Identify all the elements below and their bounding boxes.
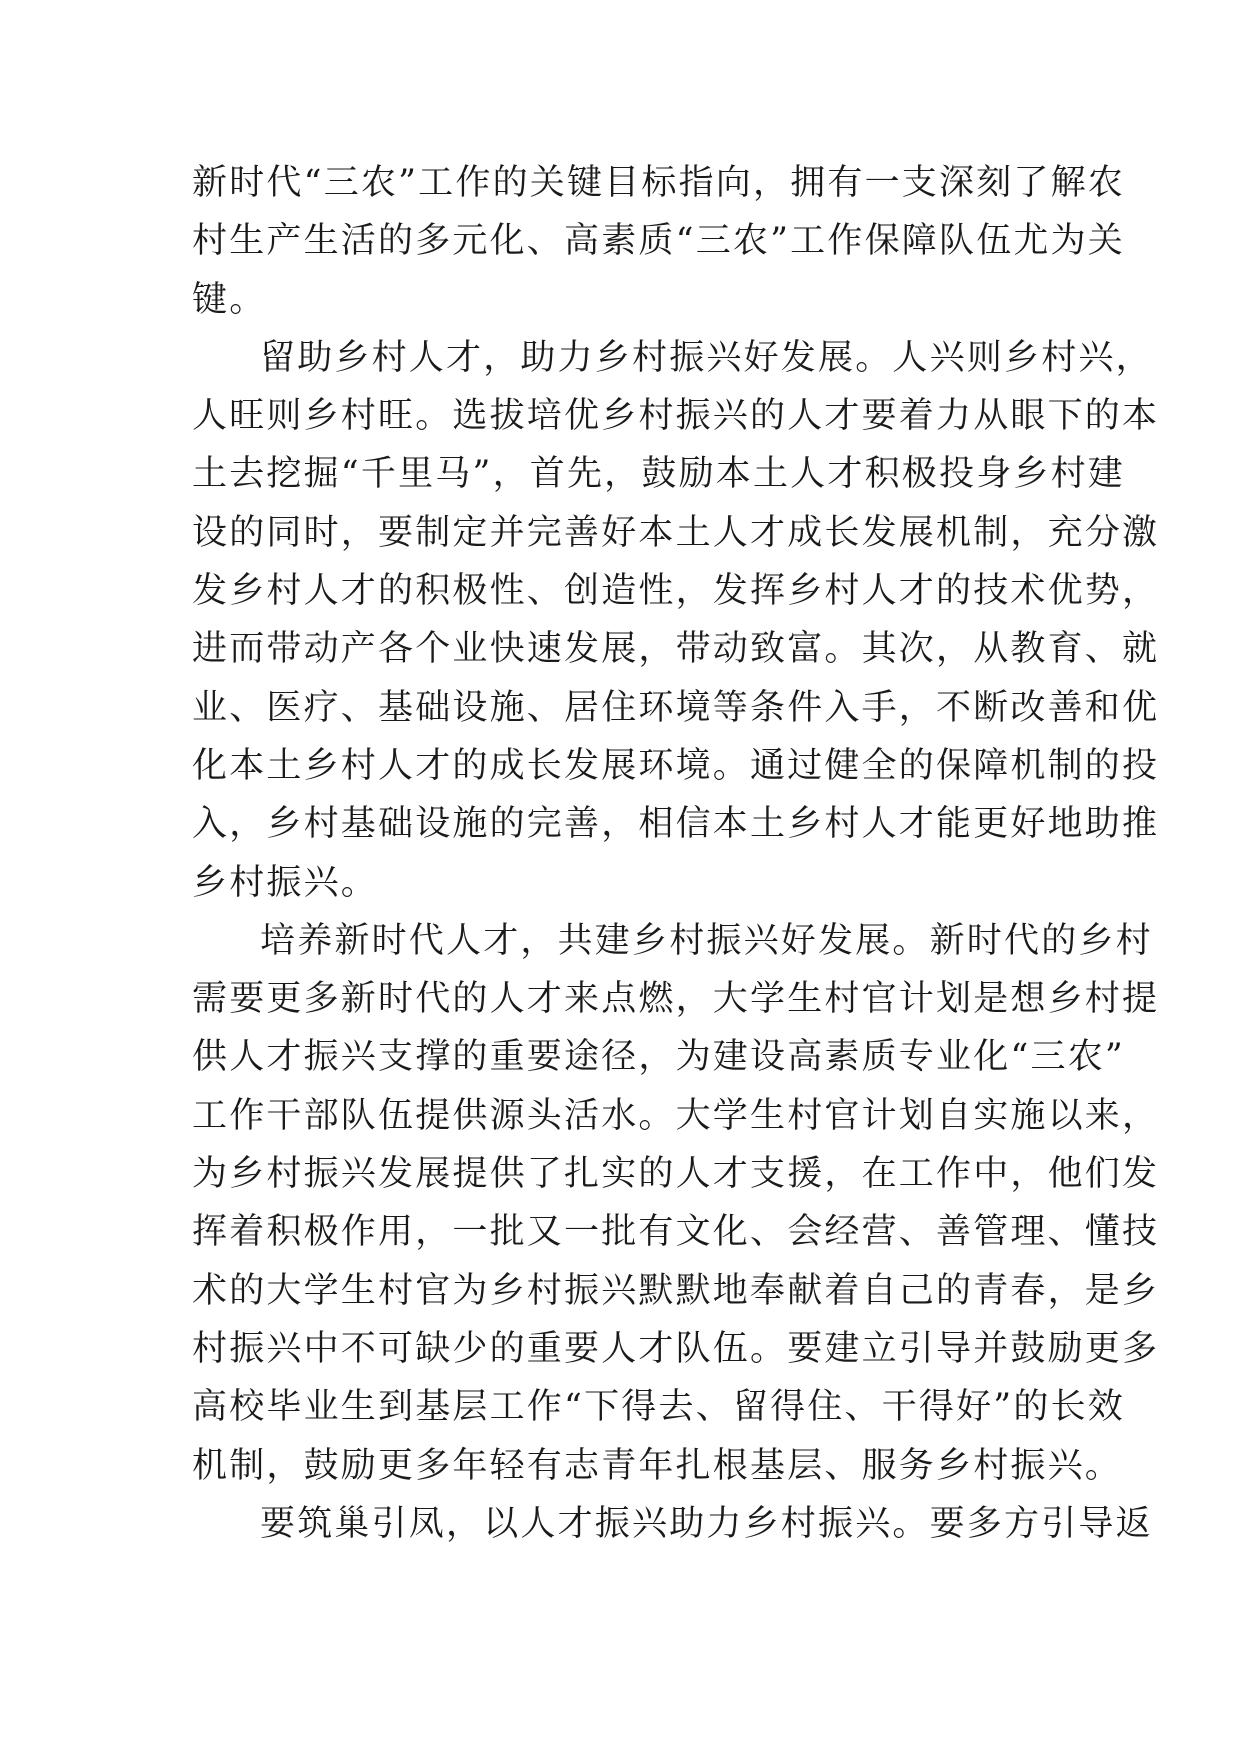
text-line: 发乡村人才的积极性、创造性，发挥乡村人才的技术优势， xyxy=(192,571,1160,612)
text-line: 为乡村振兴发展提供了扎实的人才支援，在工作中，他们发 xyxy=(192,1154,1160,1195)
text-line: 挥着积极作用，一批又一批有文化、会经营、善管理、懂技 xyxy=(192,1212,1160,1253)
text-line: 进而带动产各个业快速发展，带动致富。其次，从教育、就 xyxy=(192,629,1160,670)
text-line: 业、医疗、基础设施、居住环境等条件入手，不断改善和优 xyxy=(192,687,1160,728)
paragraph xyxy=(192,154,1125,329)
paragraph xyxy=(192,1495,1153,1553)
text-line: 工作干部队伍提供源头活水。大学生村官计划自实施以来， xyxy=(192,1095,1160,1136)
text-line: 供人才振兴支撑的重要途径，为建设高素质专业化“三农” xyxy=(192,1037,1125,1078)
text-line: 入，乡村基础设施的完善，相信本土乡村人才能更好地助推 xyxy=(192,804,1160,845)
text-line: 村生产生活的多元化、高素质“三农”工作保障队伍尤为关 xyxy=(192,221,1125,262)
text-line: 需要更多新时代的人才来点燃，大学生村官计划是想乡村提 xyxy=(192,979,1160,1020)
document-body xyxy=(192,154,1160,1553)
text-line: 机制，鼓励更多年轻有志青年扎根基层、服务乡村振兴。 xyxy=(192,1445,1123,1486)
text-line: 新时代“三农”工作的关键目标指向，拥有一支深刻了解农 xyxy=(192,163,1125,203)
text-line: 高校毕业生到基层工作“下得去、留得住、干得好”的长效 xyxy=(192,1387,1125,1428)
text-line: 乡村振兴。 xyxy=(192,862,379,903)
paragraph xyxy=(192,912,1160,1495)
text-line: 土去挖掘“千里马”，首先，鼓励本土人才积极投身乡村建 xyxy=(192,454,1125,495)
text-line: 培养新时代人才，共建乡村振兴好发展。新时代的乡村 xyxy=(260,920,1153,961)
text-line: 留助乡村人才，助力乡村振兴好发展。人兴则乡村兴， xyxy=(260,337,1153,378)
paragraph xyxy=(192,329,1160,912)
text-line: 术的大学生村官为乡村振兴默默地奉献着自己的青春，是乡 xyxy=(192,1270,1160,1311)
text-line: 人旺则乡村旺。选拔培优乡村振兴的人才要着力从眼下的本 xyxy=(192,396,1160,437)
text-line: 设的同时，要制定并完善好本土人才成长发展机制，充分激 xyxy=(192,512,1160,553)
text-line: 化本土乡村人才的成长发展环境。通过健全的保障机制的投 xyxy=(192,745,1160,786)
text-line: 村振兴中不可缺少的重要人才队伍。要建立引导并鼓励更多 xyxy=(192,1328,1160,1369)
text-line: 要筑巢引凤，以人才振兴助力乡村振兴。要多方引导返 xyxy=(260,1503,1153,1544)
text-line: 键。 xyxy=(192,279,267,320)
